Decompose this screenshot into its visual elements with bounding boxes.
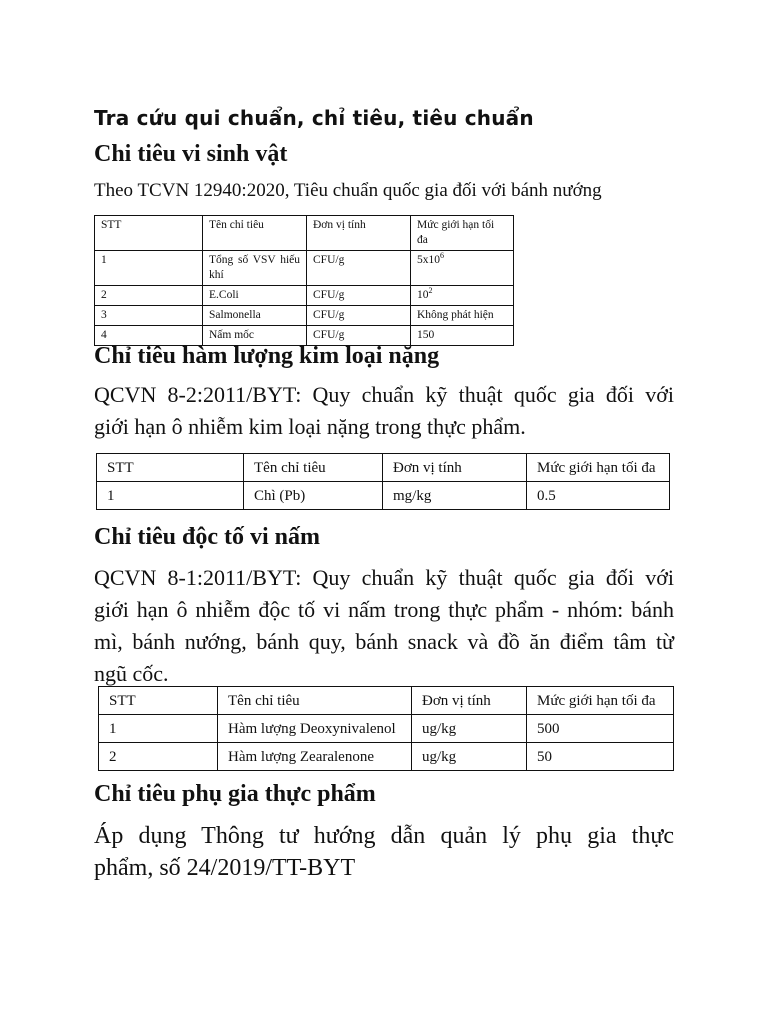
table-cell-stt: 3	[95, 306, 203, 326]
table-cell-name: Hàm lượng Zearalenone	[218, 743, 412, 771]
table-cell-limit: 0.5	[527, 482, 670, 510]
table-cell-stt: 2	[95, 286, 203, 306]
micro-table	[94, 215, 514, 346]
table-row	[99, 743, 674, 771]
table-cell-unit: CFU/g	[307, 251, 411, 286]
table-cell-limit	[411, 251, 514, 286]
table-row	[95, 286, 514, 306]
table-header-cell: Đơn vị tính	[412, 687, 527, 715]
table-header-row	[95, 216, 514, 251]
limit-exponent: 2	[428, 286, 433, 296]
table-cell-unit: ug/kg	[412, 715, 527, 743]
metals-reference	[94, 379, 674, 443]
section-heading-metals: Chỉ tiêu hàm lượng kim loại nặng	[94, 343, 440, 369]
limit-base: 10	[417, 289, 429, 301]
table-header-cell: STT	[95, 216, 203, 251]
mycotoxin-table	[98, 686, 674, 771]
metals-reference-line: giới hạn ô nhiễm kim loại nặng trong thực phẩm.	[94, 414, 526, 439]
additives-reference-line: Áp dụng Thông tư hướng dẫn quản lý phụ gia thực	[94, 823, 674, 849]
mycotoxin-reference-line: QCVN 8-1:2011/BYT: Quy chuẩn kỹ thuật quốc gia đối với	[94, 565, 674, 590]
table-cell-name-line: khí	[209, 269, 224, 281]
additives-reference-line: phẩm, số 24/2019/TT-BYT	[94, 855, 356, 881]
table-cell-unit: ug/kg	[412, 743, 527, 771]
table-header-row	[97, 454, 670, 482]
mycotoxin-reference-line: mì, bánh nướng, bánh quy, bánh snack và đồ ăn điểm tâm từ	[94, 629, 674, 654]
table-cell-name-line: Tổng số VSV hiếu	[209, 254, 300, 266]
table-cell-name: E.Coli	[203, 286, 307, 306]
table-cell-unit: CFU/g	[307, 306, 411, 326]
table-cell-name: Nấm mốc	[203, 326, 307, 346]
table-header-cell: Tên chỉ tiêu	[218, 687, 412, 715]
mycotoxin-reference	[94, 562, 674, 690]
table-cell-stt: 1	[97, 482, 244, 510]
section-heading-mycotoxin: Chỉ tiêu độc tố vi nấm	[94, 524, 321, 550]
micro-reference: Theo TCVN 12940:2020, Tiêu chuẩn quốc gia đối với bánh nướng	[94, 180, 602, 201]
additives-reference	[94, 820, 674, 884]
section-heading-micro: Chi tiêu vi sinh vật	[94, 141, 288, 167]
limit-exponent: 6	[440, 251, 444, 261]
table-cell-name: Salmonella	[203, 306, 307, 326]
table-cell-stt: 2	[99, 743, 218, 771]
table-cell-unit: CFU/g	[307, 326, 411, 346]
page-title: Tra cứu qui chuẩn, chỉ tiêu, tiêu chuẩn	[94, 106, 534, 130]
table-header-cell: Đơn vị tính	[307, 216, 411, 251]
table-cell-limit	[411, 286, 514, 306]
table-cell-name: Chì (Pb)	[244, 482, 383, 510]
table-row	[97, 482, 670, 510]
limit-base: 5x10	[417, 254, 440, 266]
table-header-cell: Tên chỉ tiêu	[244, 454, 383, 482]
table-cell-limit: Không phát hiện	[411, 306, 514, 326]
table-cell-limit: 50	[527, 743, 674, 771]
table-header-cell: Mức giới hạn tối đa	[527, 687, 674, 715]
table-row	[99, 715, 674, 743]
table-header-cell: STT	[97, 454, 244, 482]
table-header-cell: Mức giới hạn tối đa	[527, 454, 670, 482]
table-cell-unit: CFU/g	[307, 286, 411, 306]
table-header-cell: Mức giới hạn tối đa	[411, 216, 514, 251]
table-header-row	[99, 687, 674, 715]
table-cell-stt: 4	[95, 326, 203, 346]
table-cell-name	[203, 251, 307, 286]
mycotoxin-reference-line: ngũ cốc.	[94, 661, 169, 686]
table-header-cell: STT	[99, 687, 218, 715]
metals-table	[96, 453, 670, 510]
mycotoxin-reference-line: giới hạn ô nhiễm độc tố vi nấm trong thực phẩm - nhóm: bánh	[94, 597, 674, 622]
table-header-cell: Tên chỉ tiêu	[203, 216, 307, 251]
table-row	[95, 251, 514, 286]
table-cell-stt: 1	[99, 715, 218, 743]
table-cell-limit: 500	[527, 715, 674, 743]
table-cell-stt: 1	[95, 251, 203, 286]
table-cell-limit: 150	[411, 326, 514, 346]
table-cell-unit: mg/kg	[383, 482, 527, 510]
metals-reference-line: QCVN 8-2:2011/BYT: Quy chuẩn kỹ thuật quốc gia đối với	[94, 382, 674, 407]
table-cell-name: Hàm lượng Deoxynivalenol	[218, 715, 412, 743]
table-header-cell: Đơn vị tính	[383, 454, 527, 482]
table-row	[95, 306, 514, 326]
section-heading-additives: Chỉ tiêu phụ gia thực phẩm	[94, 781, 376, 807]
